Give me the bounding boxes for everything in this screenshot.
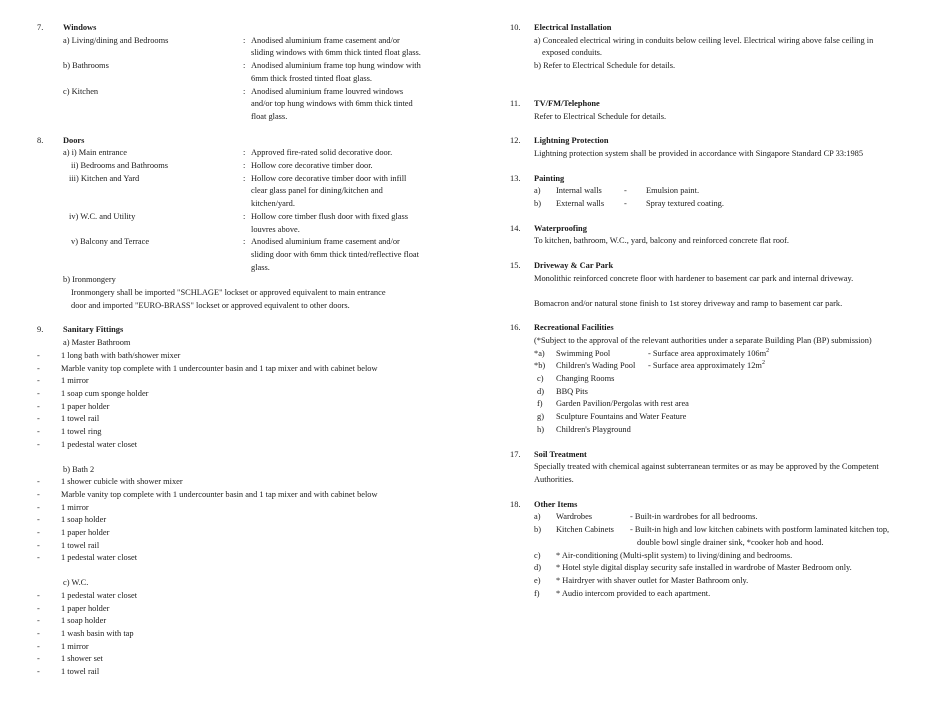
item-name: Swimming Pool (556, 348, 611, 358)
section-recreational-facilities (510, 322, 920, 436)
item-name: BBQ Pits (556, 386, 588, 396)
section-title: Electrical Installation (534, 23, 612, 32)
item-name: Wardrobes (556, 512, 593, 522)
spec-colon: : (243, 237, 246, 247)
spec-colon: : (243, 86, 246, 96)
dash: - (37, 363, 40, 373)
spec-colon: : (243, 161, 246, 171)
dash: - (37, 528, 40, 538)
item-text: * Hotel style digital display security safe installed in wardrobe of Master Bedroom only. (556, 563, 852, 573)
dash: - (37, 350, 40, 360)
pool-list (534, 348, 920, 373)
section-number: 16. (510, 323, 521, 333)
section-title: Waterproofing (534, 223, 587, 233)
dash: - (37, 641, 40, 651)
section-title: Doors (63, 135, 85, 145)
dash: - (37, 540, 40, 550)
section-lightning-protection (510, 135, 920, 160)
item-letter: c) (534, 550, 541, 560)
spec-label: c) Kitchen (63, 86, 99, 96)
bath-2-list (37, 476, 462, 565)
item-letter: h) (537, 424, 544, 434)
list-item: 1 pedestal water closet (61, 439, 138, 449)
item-text: * Hairdryer with shaver outlet for Master Bathroom only. (556, 575, 749, 585)
windows-spec-list (63, 35, 462, 124)
dash: - (37, 439, 40, 449)
list-item: 1 mirror (61, 502, 89, 512)
subsection-label: a) Master Bathroom (63, 338, 131, 348)
dash: - (37, 401, 40, 411)
section-soil-treatment (510, 449, 920, 487)
item-letter: d) (537, 386, 544, 396)
spec-text: Anodised aluminium frame top hung window with 6mm thick frosted tinted float glass. (251, 61, 421, 83)
section-other-items (510, 499, 920, 601)
section-text: Specially treated with chemical against subterranean termites or as may be approved by the Competent Authorities. (534, 462, 879, 484)
section-sanitary-fittings (37, 324, 462, 678)
dash: - (37, 628, 40, 638)
section-driveway-car-park (510, 260, 920, 310)
section-title: Recreational Facilities (534, 323, 614, 333)
spec-colon: : (243, 35, 246, 45)
subsection-label: c) W.C. (63, 578, 89, 588)
list-item: 1 paper holder (61, 603, 110, 613)
section-title: Driveway & Car Park (534, 261, 614, 271)
list-item: 1 wash basin with tap (61, 628, 134, 638)
list-item: 1 paper holder (61, 401, 110, 411)
spec-colon: : (243, 211, 246, 221)
other-items-list (534, 511, 920, 549)
dash: - (624, 186, 627, 196)
section-number: 14. (510, 223, 521, 233)
list-item: 1 mirror (61, 641, 89, 651)
list-item: 1 soap holder (61, 616, 107, 626)
item-text: * Audio intercom provided to each apartment. (556, 588, 711, 598)
item-desc: - Built-in wardrobes for all bedrooms. (630, 512, 758, 522)
list-item: 1 paper holder (61, 528, 110, 538)
dash: - (37, 489, 40, 499)
section-title: Soil Treatment (534, 449, 587, 459)
master-bathroom-list (37, 350, 462, 452)
spec-text: Hollow core decorative timber door. (251, 161, 373, 171)
section-text: To kitchen, bathroom, W.C., yard, balcony and reinforced concrete flat roof. (534, 236, 789, 246)
spec-label: ii) Bedrooms and Bathrooms (71, 161, 168, 171)
list-item: 1 soap holder (61, 515, 107, 525)
item-letter: a) (534, 186, 541, 196)
item-desc: Spray textured coating. (646, 199, 724, 209)
item-name: External walls (556, 199, 605, 209)
item-letter: a) (534, 512, 541, 522)
item-letter: e) (534, 575, 541, 585)
section-title: Other Items (534, 499, 578, 509)
dash: - (37, 603, 40, 613)
section-title: Painting (534, 173, 565, 183)
list-item: 1 pedestal water closet (61, 553, 138, 563)
spec-text: Anodised aluminium frame louvred windows and/or top hung windows with 6mm thick tinted float glass. (251, 86, 413, 121)
spec-label: a) i) Main entrance (63, 148, 127, 158)
dash: - (37, 515, 40, 525)
ironmongery-text: Ironmongery shall be imported "SCHLAGE" lockset or approved equivalent to main entrance door and imported "EURO-BRASS" lockset or approved equivalent to other doors. (71, 288, 386, 310)
dash: - (37, 553, 40, 563)
doors-spec-list (63, 147, 462, 274)
item-text: * Air-conditioning (Multi-split system) to living/dining and bedrooms. (556, 550, 793, 560)
section-number: 18. (510, 499, 521, 509)
item-desc: - Built-in high and low kitchen cabinets with postform laminated kitchen top, double bowl single drainer sink, *cooker hob and hood. (630, 525, 890, 547)
dash: - (37, 477, 40, 487)
dash: - (624, 199, 627, 209)
item-desc: Emulsion paint. (646, 186, 700, 196)
section-doors (37, 135, 462, 313)
list-item: 1 towel rail (61, 667, 100, 677)
section-title: Lightning Protection (534, 136, 609, 146)
spec-label: a) Living/dining and Bedrooms (63, 35, 169, 45)
section-number: 12. (510, 136, 521, 146)
section-number: 10. (510, 23, 521, 32)
electrical-item-a: a) Concealed electrical wiring in conduits below ceiling level. Electrical wiring above false ceiling in exposed conduits. (534, 35, 874, 58)
item-name: Children's Playground (556, 424, 631, 434)
spec-text: Hollow core decorative timber door with infill clear glass panel for dining/kitchen and kitchen/yard. (251, 173, 407, 209)
item-letter: d) (534, 563, 541, 573)
item-letter: b) (534, 525, 541, 535)
right-column (510, 22, 920, 600)
section-windows (37, 22, 462, 124)
list-item: 1 mirror (61, 376, 89, 386)
section-text: Lightning protection system shall be provided in accordance with Singapore Standard CP 33:1985 (534, 148, 864, 158)
list-item: 1 soap cum sponge holder (61, 388, 149, 398)
item-desc: - Surface area approximately $106m^2$ (648, 347, 770, 358)
dash: - (37, 590, 40, 600)
electrical-item-b: b) Refer to Electrical Schedule for details. (534, 61, 676, 71)
section-electrical (510, 22, 920, 73)
list-item: 1 long bath with bath/shower mixer (61, 350, 181, 360)
dash: - (37, 654, 40, 664)
list-item: Marble vanity top complete with 1 undercounter basin and 1 tap mixer and with cabinet below (61, 363, 378, 373)
wc-list (37, 590, 462, 679)
item-name: Sculpture Fountains and Water Feature (556, 412, 687, 422)
section-number: 17. (510, 449, 521, 459)
section-tv-fm-telephone (510, 98, 920, 123)
section-text: Refer to Electrical Schedule for details. (534, 111, 667, 121)
section-number: 11. (510, 98, 521, 108)
item-letter: g) (537, 412, 544, 422)
section-number: 13. (510, 173, 521, 183)
spec-label: b) Bathrooms (63, 61, 109, 71)
section-number: 15. (510, 261, 521, 271)
other-items-extra-list (534, 550, 920, 601)
spec-text: Anodised aluminium frame casement and/or sliding windows with 6mm thick tinted float glass. (251, 35, 421, 58)
list-item: 1 towel ring (61, 427, 102, 437)
section-waterproofing (510, 223, 920, 248)
spec-colon: : (243, 173, 246, 183)
item-name: Kitchen Cabinets (556, 525, 614, 535)
spec-colon: : (243, 61, 246, 71)
item-letter: *b) (534, 361, 546, 371)
dash: - (37, 414, 40, 424)
painting-list (534, 185, 920, 210)
item-name: Changing Rooms (556, 374, 615, 384)
section-title: Windows (63, 23, 97, 32)
spec-text: Anodised aluminium frame casement and/or sliding door with 6mm thick tinted/reflective float glass. (251, 237, 419, 272)
section-number: 9. (37, 325, 44, 335)
list-item: 1 pedestal water closet (61, 590, 138, 600)
approval-note: (*Subject to the approval of the relevant authorities under a separate Building Plan (BP) submission) (534, 335, 872, 345)
ironmongery-label: b) Ironmongery (63, 275, 116, 285)
dash: - (37, 388, 40, 398)
spec-colon: : (243, 148, 246, 158)
dash: - (37, 376, 40, 386)
dash: - (37, 667, 40, 677)
item-letter: *a) (534, 348, 545, 358)
section-painting (510, 173, 920, 211)
item-name: Internal walls (556, 186, 602, 196)
section-title: TV/FM/Telephone (534, 98, 600, 108)
list-item: 1 towel rail (61, 414, 100, 424)
dash: - (37, 616, 40, 626)
item-name: Garden Pavilion/Pergolas with rest area (556, 399, 689, 409)
section-number: 7. (37, 23, 44, 32)
spec-label: v) Balcony and Terrace (71, 237, 150, 247)
section-text: Bomacron and/or natural stone finish to 1st storey driveway and ramp to basement car park. (534, 298, 843, 308)
item-name: Children's Wading Pool (556, 361, 636, 371)
list-item: 1 shower cubicle with shower mixer (61, 477, 183, 487)
left-column (37, 22, 462, 679)
section-text: Monolithic reinforced concrete floor with hardener to basement car park and internal driveway. (534, 273, 854, 283)
spec-label: iv) W.C. and Utility (69, 211, 136, 221)
item-letter: f) (534, 588, 540, 598)
item-letter: c) (537, 374, 544, 384)
spec-label: iii) Kitchen and Yard (69, 173, 140, 183)
dash: - (37, 502, 40, 512)
dash: - (37, 427, 40, 437)
list-item: 1 towel rail (61, 540, 100, 550)
item-letter: b) (534, 199, 541, 209)
section-number: 8. (37, 135, 44, 145)
list-item: 1 shower set (61, 654, 103, 664)
spec-text: Hollow core timber flush door with fixed glass louvres above. (251, 211, 409, 234)
list-item: Marble vanity top complete with 1 undercounter basin and 1 tap mixer and with cabinet below (61, 489, 378, 499)
section-title: Sanitary Fittings (63, 325, 124, 335)
facilities-list (534, 373, 920, 437)
subsection-label: b) Bath 2 (63, 464, 95, 474)
item-desc: - Surface area approximately $12m^2$ (648, 360, 765, 371)
spec-text: Approved fire-rated solid decorative door. (251, 148, 393, 158)
item-letter: f) (537, 399, 543, 409)
